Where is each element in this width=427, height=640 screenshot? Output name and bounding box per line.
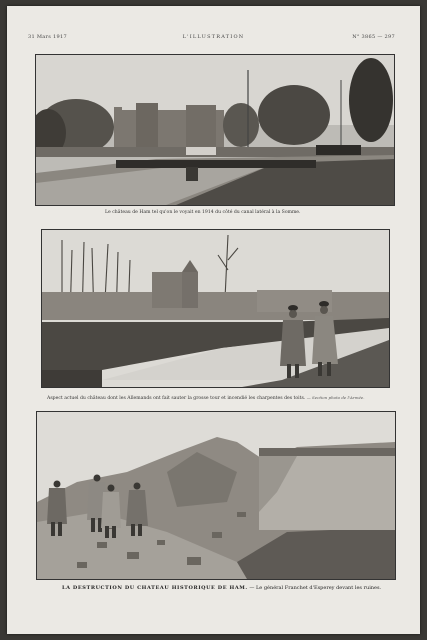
photo-castle-current <box>41 229 390 388</box>
photo-castle-ruins <box>36 411 396 580</box>
photo3-caption <box>62 585 381 591</box>
ruins-rubble-illustration <box>37 412 395 579</box>
photo2-credit: — Section photo de l'Armée. <box>306 395 365 400</box>
photo1-caption: Le château de Ham tel qu'on le voyait en 1914 du côté du canal latéral à la Somme. <box>105 210 301 215</box>
photo-castle-1914 <box>35 54 395 206</box>
issue-date: 31 Mars 1917 <box>28 34 67 40</box>
page-number: N° 3865 — 297 <box>352 34 395 40</box>
ruined-castle-canal-illustration <box>42 230 389 387</box>
photo3-caption-text: — Le général Franchet d'Esperey devant les ruines. <box>249 585 382 591</box>
castle-canal-illustration <box>36 55 394 205</box>
photo2-caption <box>47 395 365 402</box>
photo3-caption-title: LA DESTRUCTION DU CHATEAU HISTORIQUE DE HAM. <box>62 585 248 591</box>
photo2-caption-text: Aspect actuel du château dont les Allemands ont fait sauter la grosse tour et incendié les charpentes des toits. <box>47 396 306 401</box>
magazine-page <box>7 6 420 634</box>
masthead: L'ILLUSTRATION <box>182 34 245 40</box>
